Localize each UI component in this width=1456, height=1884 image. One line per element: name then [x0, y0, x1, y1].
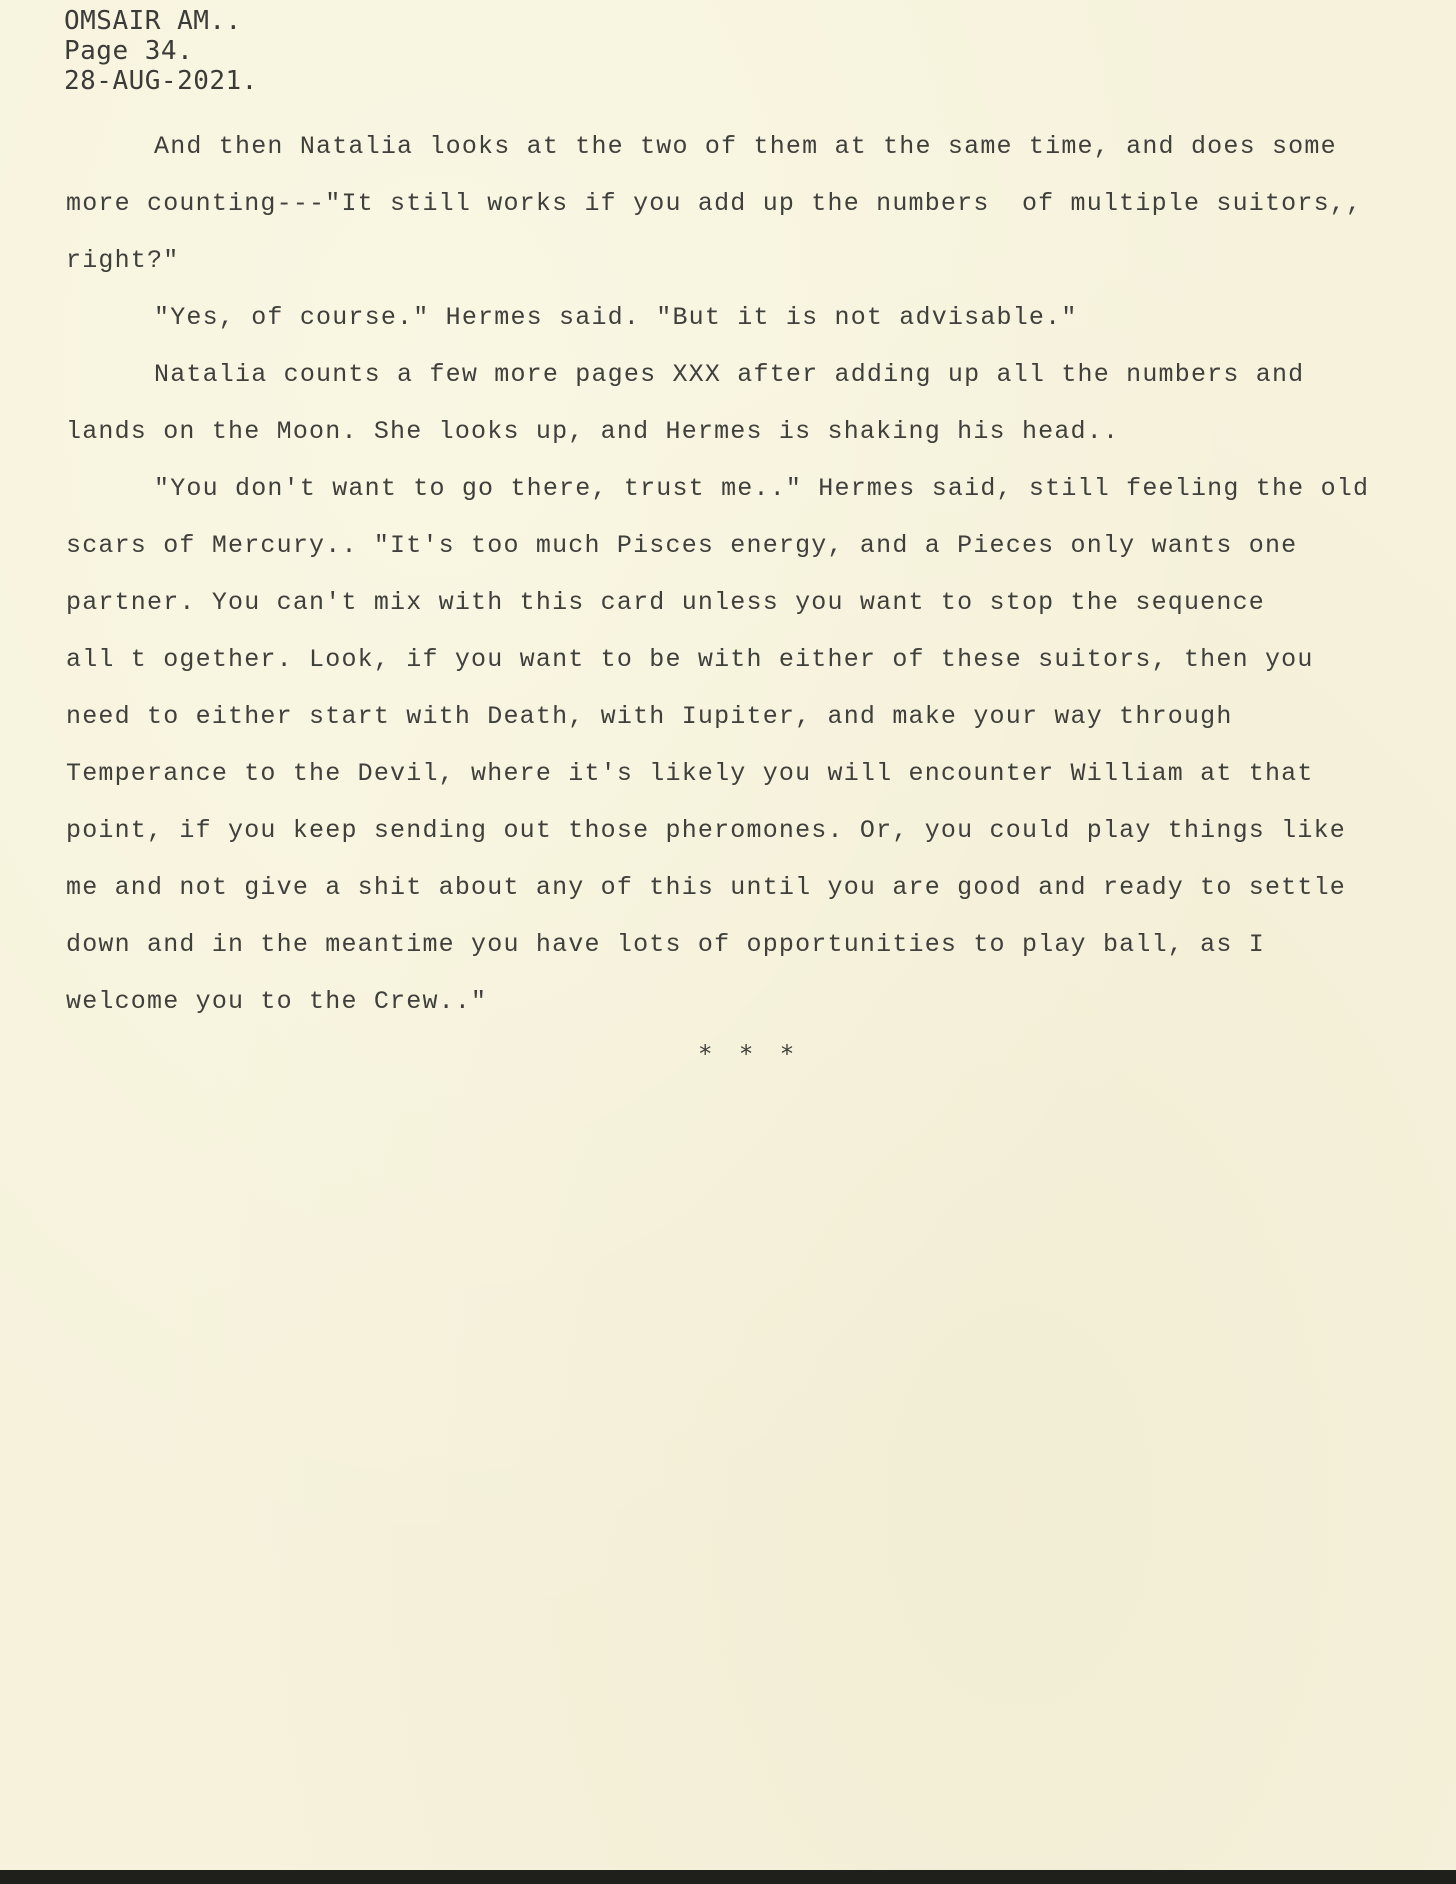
text-line: all t ogether. Look, if you want to be with either of these suitors, then you: [66, 645, 1314, 674]
text-line: scars of Mercury.. "It's too much Pisces energy, and a Pieces only wants one: [66, 531, 1298, 560]
text-line: And then Natalia looks at the two of them at the same time, and does some: [154, 132, 1337, 161]
text-line: partner. You can't mix with this card unless you want to stop the sequence: [66, 588, 1265, 617]
text-line: point, if you keep sending out those pheromones. Or, you could play things like: [66, 816, 1346, 845]
text-line: right?": [66, 246, 180, 275]
text-line: Temperance to the Devil, where it's likely you will encounter William at that: [66, 759, 1314, 788]
header-page-number: Page 34.: [64, 36, 194, 66]
text-line: "You don't want to go there, trust me.." Hermes said, still feeling the old: [154, 474, 1370, 503]
page-bottom-edge: [0, 1870, 1456, 1884]
text-line: welcome you to the Crew..": [66, 987, 488, 1016]
text-line: "Yes, of course." Hermes said. "But it is not advisable.": [154, 303, 1078, 332]
section-separator: * * *: [698, 1040, 801, 1068]
text-line: me and not give a shit about any of this until you are good and ready to settle: [66, 873, 1346, 902]
body-text: [66, 118, 1426, 1030]
text-line: lands on the Moon. She looks up, and Hermes is shaking his head..: [66, 417, 1120, 446]
page-header: [64, 6, 258, 96]
header-author: OMSAIR AM..: [64, 6, 242, 36]
header-date: 28-AUG-2021.: [64, 66, 258, 96]
text-line: need to either start with Death, with Iupiter, and make your way through: [66, 702, 1233, 731]
text-line: down and in the meantime you have lots of opportunities to play ball, as I: [66, 930, 1265, 959]
text-line: more counting---"It still works if you add up the numbers of multiple suitors,,: [66, 189, 1363, 218]
text-line: Natalia counts a few more pages XXX after adding up all the numbers and: [154, 360, 1305, 389]
